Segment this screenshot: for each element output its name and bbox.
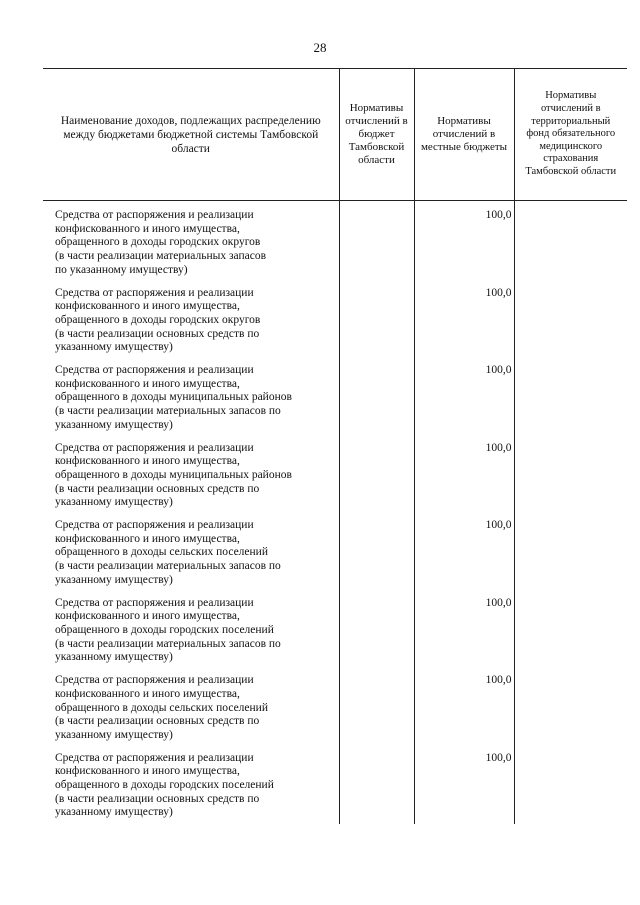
regional-budget-cell [339,674,414,752]
revenue-name-line: (в части реализации материальных запасов [55,250,267,263]
revenue-name-line: обращенного в доходы городских поселений [55,779,274,792]
regional-budget-cell [339,364,414,442]
revenue-name-line: Средства от распоряжения и реализации [55,519,254,532]
revenue-name-line: (в части реализации материальных запасов по [55,405,281,418]
revenue-name-cell [43,597,339,675]
revenue-name-line: конфискованного и иного имущества, [55,687,240,700]
local-budgets-cell: 100,0 [414,674,514,752]
medical-insurance-fund-cell [514,674,627,752]
local-budgets-cell: 100,0 [414,201,514,287]
revenue-name-cell [43,442,339,520]
revenue-name-line: конфискованного и иного имущества, [55,532,240,545]
table-row [43,201,627,287]
header-revenue-name: Наименование доходов, подлежащих распределению между бюджетами бюджетной системы Тамбовской области [43,69,339,201]
regional-budget-cell [339,287,414,365]
table-row [43,287,627,365]
revenue-name-line: конфискованного и иного имущества, [55,765,240,778]
revenue-name-line: обращенного в доходы городских округов [55,313,261,326]
revenue-name-line: (в части реализации основных средств по [55,715,260,728]
revenue-name-line: (в части реализации материальных запасов по [55,637,281,650]
medical-insurance-fund-cell [514,442,627,520]
medical-insurance-fund-cell [514,287,627,365]
revenue-name-line: обращенного в доходы муниципальных районов [55,391,292,404]
revenue-name-line: Средства от распоряжения и реализации [55,364,254,377]
table-body [43,201,627,825]
table-row [43,442,627,520]
regional-budget-cell [339,597,414,675]
revenue-name-line: обращенного в доходы сельских поселений [55,701,268,714]
local-budgets-cell: 100,0 [414,519,514,597]
revenue-name-line: обращенного в доходы городских округов [55,236,261,249]
revenue-name-cell [43,519,339,597]
revenue-name-line: указанному имуществу) [55,573,173,586]
medical-insurance-fund-cell [514,597,627,675]
revenue-name-cell [43,201,339,287]
revenue-distribution-table [43,68,627,824]
header-local-budgets: Нормативы отчислений в местные бюджеты [414,69,514,201]
medical-insurance-fund-cell [514,364,627,442]
header-medical-insurance-fund: Нормативы отчислений в территориальный фонд обязательного медицинского страхования Тамбовской области [514,69,627,201]
revenue-name-line: (в части реализации основных средств по [55,792,260,805]
revenue-name-line: Средства от распоряжения и реализации [55,441,254,454]
revenue-name-line: конфискованного и иного имущества, [55,455,240,468]
revenue-name-line: конфискованного и иного имущества, [55,222,240,235]
revenue-name-cell [43,674,339,752]
regional-budget-cell [339,201,414,287]
revenue-name-cell [43,364,339,442]
revenue-name-line: указанному имуществу) [55,728,173,741]
revenue-name-line: указанному имуществу) [55,418,173,431]
local-budgets-cell: 100,0 [414,287,514,365]
revenue-name-line: обращенного в доходы сельских поселений [55,546,268,559]
table-header-row [43,69,627,201]
revenue-name-line: указанному имуществу) [55,651,173,664]
revenue-name-line: конфискованного и иного имущества, [55,300,240,313]
medical-insurance-fund-cell [514,519,627,597]
table-header [43,69,627,201]
table-row [43,519,627,597]
regional-budget-cell [339,519,414,597]
local-budgets-cell: 100,0 [414,442,514,520]
revenue-name-line: указанному имуществу) [55,496,173,509]
table-row [43,752,627,825]
header-regional-budget: Нормативы отчислений в бюджет Тамбовской области [339,69,414,201]
revenue-name-line: обращенного в доходы городских поселений [55,623,274,636]
regional-budget-cell [339,442,414,520]
medical-insurance-fund-cell [514,752,627,825]
revenue-name-line: по указанному имуществу) [55,263,188,276]
revenue-name-line: указанному имуществу) [55,806,173,819]
revenue-name-line: (в части реализации основных средств по [55,327,260,340]
page-number: 28 [313,40,327,55]
revenue-name-cell [43,287,339,365]
revenue-name-cell [43,752,339,825]
local-budgets-cell: 100,0 [414,364,514,442]
revenue-name-line: (в части реализации материальных запасов по [55,560,281,573]
local-budgets-cell: 100,0 [414,597,514,675]
medical-insurance-fund-cell [514,201,627,287]
revenue-name-line: обращенного в доходы муниципальных районов [55,468,292,481]
revenue-name-line: конфискованного и иного имущества, [55,610,240,623]
revenue-name-line: (в части реализации основных средств по [55,482,260,495]
revenue-name-line: Средства от распоряжения и реализации [55,751,254,764]
regional-budget-cell [339,752,414,825]
revenue-name-line: указанному имуществу) [55,341,173,354]
revenue-distribution-table-container [43,68,627,824]
table-row [43,364,627,442]
table-row [43,674,627,752]
revenue-name-line: Средства от распоряжения и реализации [55,596,254,609]
local-budgets-cell: 100,0 [414,752,514,825]
revenue-name-line: конфискованного и иного имущества, [55,377,240,390]
table-row [43,597,627,675]
revenue-name-line: Средства от распоряжения и реализации [55,286,254,299]
revenue-name-line: Средства от распоряжения и реализации [55,674,254,687]
revenue-name-line: Средства от распоряжения и реализации [55,209,254,221]
